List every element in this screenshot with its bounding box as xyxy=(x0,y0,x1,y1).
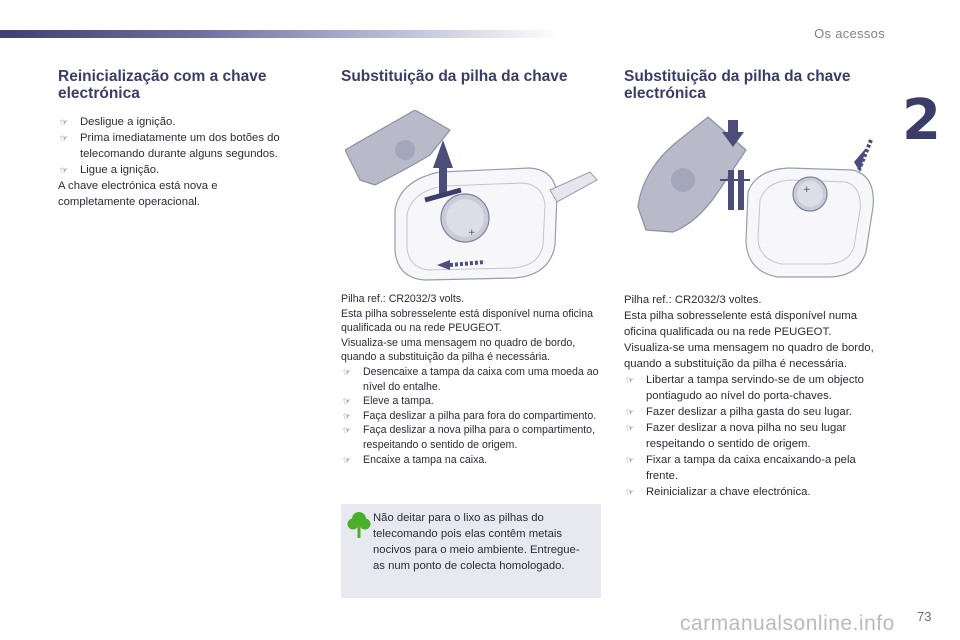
tree-icon xyxy=(347,510,371,540)
list-item: ☞ Encaixe a tampa na caixa. xyxy=(343,453,488,466)
svg-text:+: + xyxy=(468,228,476,238)
pointing-hand-icon: ☞ xyxy=(60,117,69,127)
list-item: ☞ Desligue a ignição. xyxy=(60,116,176,128)
environment-note-text: Não deitar para o lixo as pilhas do telecomando pois elas contêm metais nocivos para o meio ambiente. Entregue-as num ponto de colecta homologado. xyxy=(373,512,580,572)
battery-ref: Pilha ref.: CR2032/3 volts. xyxy=(341,293,465,305)
header-gradient-bar xyxy=(0,30,560,38)
pointing-hand-icon: ☞ xyxy=(626,423,635,433)
electronic-battery-message: Visualiza-se uma mensagem no quadro de bordo, quando a substituição da pilha é necessária. xyxy=(624,342,874,370)
list-item: ☞ Prima imediatamente um dos botões do telecomando durante alguns segundos. xyxy=(60,132,280,160)
reset-steps-list xyxy=(58,114,303,178)
electronic-battery-ref: Pilha ref.: CR2032/3 voltes. xyxy=(624,294,762,306)
battery-key-text xyxy=(341,292,603,467)
environment-note xyxy=(341,504,601,598)
electronic-key-battery-illustration xyxy=(628,112,883,287)
list-item: ☞ Faça deslizar a nova pilha para o compartimento, respeitando o sentido de origem. xyxy=(343,424,596,451)
list-item: ☞ Reinicializar a chave electrónica. xyxy=(626,486,811,498)
svg-text:+: + xyxy=(803,185,811,195)
list-item: ☞ Ligue a ignição. xyxy=(60,164,160,176)
pointing-hand-icon: ☞ xyxy=(343,425,352,436)
heading-battery-key: Substituição da pilha da chave xyxy=(341,68,568,85)
section-title: Os acessos xyxy=(814,26,885,41)
pointing-hand-icon: ☞ xyxy=(343,410,352,421)
list-item: ☞ Faça deslizar a pilha para fora do compartimento. xyxy=(343,409,597,422)
pointing-hand-icon: ☞ xyxy=(626,455,635,465)
battery-message: Visualiza-se uma mensagem no quadro de bordo, quando a substituição da pilha é necessária. xyxy=(341,336,576,364)
pointing-hand-icon: ☞ xyxy=(60,133,69,143)
list-item: ☞ Fazer deslizar a nova pilha no seu lugar respeitando o sentido de origem. xyxy=(626,422,847,450)
electronic-battery-steps-list xyxy=(624,372,886,500)
pointing-hand-icon: ☞ xyxy=(343,366,352,377)
column-reset-key xyxy=(58,68,303,210)
battery-electronic-key-text xyxy=(624,292,886,500)
list-item: ☞ Fixar a tampa da caixa encaixando-a pela frente. xyxy=(626,454,856,482)
pointing-hand-icon: ☞ xyxy=(343,454,352,465)
pointing-hand-icon: ☞ xyxy=(60,165,69,175)
key-battery-illustration xyxy=(345,110,600,285)
list-item: ☞ Eleve a tampa. xyxy=(343,395,434,408)
pointing-hand-icon: ☞ xyxy=(343,396,352,407)
electronic-battery-availability: Esta pilha sobresselente está disponível numa oficina qualificada ou na rede PEUGEOT. xyxy=(624,310,857,338)
heading-reset-key: Reinicialização com a chave electrónica xyxy=(58,68,267,102)
battery-availability: Esta pilha sobresselente está disponível numa oficina qualificada ou na rede PEUGEOT. xyxy=(341,307,594,335)
column-battery-key xyxy=(341,68,601,85)
battery-steps-list xyxy=(341,365,603,467)
pointing-hand-icon: ☞ xyxy=(626,487,635,497)
column-battery-electronic-key xyxy=(624,68,884,102)
watermark: carmanualsonline.info xyxy=(680,612,895,635)
page-number: 73 xyxy=(917,609,932,624)
list-item: ☞ Libertar a tampa servindo-se de um objecto pontiagudo ao nível do porta-chaves. xyxy=(626,374,864,402)
list-item: ☞ Desencaixe a tampa da caixa com uma moeda ao nível do entalhe. xyxy=(343,365,599,393)
pointing-hand-icon: ☞ xyxy=(626,407,635,417)
pointing-hand-icon: ☞ xyxy=(626,375,635,385)
list-item: ☞ Fazer deslizar a pilha gasta do seu lugar. xyxy=(626,406,852,418)
chapter-number: 2 xyxy=(902,88,941,153)
heading-battery-electronic-key: Substituição da pilha da chave electrónica xyxy=(624,68,851,102)
reset-result-text: A chave electrónica está nova e completamente operacional. xyxy=(58,180,218,208)
